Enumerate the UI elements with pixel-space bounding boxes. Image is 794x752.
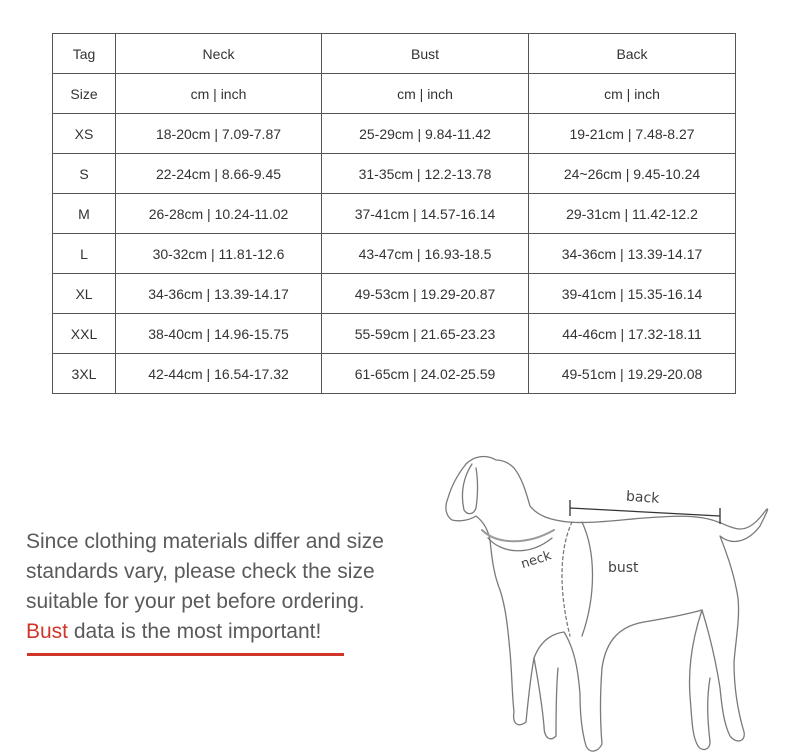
dog-ear-icon xyxy=(462,464,477,514)
table-cell: 25-29cm | 9.84-11.42 xyxy=(322,114,529,154)
table-cell: 18-20cm | 7.09-7.87 xyxy=(116,114,322,154)
notice-line-4 xyxy=(26,617,426,647)
table-cell: 34-36cm | 13.39-14.17 xyxy=(529,234,736,274)
table-cell: XXL xyxy=(53,314,116,354)
dog-outline-icon xyxy=(446,457,768,752)
bust-measure-back-icon xyxy=(582,522,593,636)
table-cell: 29-31cm | 11.42-12.2 xyxy=(529,194,736,234)
table-header-row xyxy=(53,34,736,74)
table-cell: 39-41cm | 15.35-16.14 xyxy=(529,274,736,314)
table-row xyxy=(53,234,736,274)
table-cell: 38-40cm | 14.96-15.75 xyxy=(116,314,322,354)
table-cell: cm | inch xyxy=(116,74,322,114)
table-cell: 26-28cm | 10.24-11.02 xyxy=(116,194,322,234)
notice-line-2: standards vary, please check the size xyxy=(26,560,375,583)
table-units-row xyxy=(53,74,736,114)
table-cell: 34-36cm | 13.39-14.17 xyxy=(116,274,322,314)
table-cell: Size xyxy=(53,74,116,114)
table-row xyxy=(53,274,736,314)
bust-label: bust xyxy=(608,560,639,576)
table-cell: S xyxy=(53,154,116,194)
back-label: back xyxy=(625,488,660,507)
notice-line-3: suitable for your pet before ordering. xyxy=(26,590,365,613)
table-cell: Neck xyxy=(116,34,322,74)
bust-measure-line-icon xyxy=(562,522,572,636)
table-row xyxy=(53,314,736,354)
table-cell: 22-24cm | 8.66-9.45 xyxy=(116,154,322,194)
back-measure-line-icon xyxy=(570,508,720,516)
neck-label: neck xyxy=(519,548,554,573)
table-cell: 19-21cm | 7.48-8.27 xyxy=(529,114,736,154)
red-underline xyxy=(27,653,344,656)
table-cell: Bust xyxy=(322,34,529,74)
table-cell: Back xyxy=(529,34,736,74)
table-cell: L xyxy=(53,234,116,274)
table-row xyxy=(53,114,736,154)
table-cell: 44-46cm | 17.32-18.11 xyxy=(529,314,736,354)
table-row xyxy=(53,154,736,194)
table-cell: XL xyxy=(53,274,116,314)
size-chart-table xyxy=(52,33,736,394)
dog-hind-leg-icon xyxy=(690,610,711,749)
dog-measurement-diagram xyxy=(430,440,794,752)
dog-front-leg-icon xyxy=(534,658,558,739)
bust-highlight: Bust xyxy=(26,620,69,643)
table-cell: XS xyxy=(53,114,116,154)
table-cell: 30-32cm | 11.81-12.6 xyxy=(116,234,322,274)
table-cell: 43-47cm | 16.93-18.5 xyxy=(322,234,529,274)
table-cell: 24~26cm | 9.45-10.24 xyxy=(529,154,736,194)
size-notice xyxy=(26,527,426,647)
table-cell: 61-65cm | 24.02-25.59 xyxy=(322,354,529,394)
table-cell: Tag xyxy=(53,34,116,74)
collar-line-icon xyxy=(482,530,554,541)
notice-line-1: Since clothing materials differ and size xyxy=(26,530,384,553)
table-cell: 3XL xyxy=(53,354,116,394)
table-row xyxy=(53,194,736,234)
table-cell: 31-35cm | 12.2-13.78 xyxy=(322,154,529,194)
table-cell: M xyxy=(53,194,116,234)
table-row xyxy=(53,354,736,394)
table-cell: 42-44cm | 16.54-17.32 xyxy=(116,354,322,394)
table-cell: 37-41cm | 14.57-16.14 xyxy=(322,194,529,234)
table-cell: 49-51cm | 19.29-20.08 xyxy=(529,354,736,394)
table-cell: cm | inch xyxy=(529,74,736,114)
table-cell: cm | inch xyxy=(322,74,529,114)
notice-line-4-rest: data is the most important! xyxy=(68,620,322,643)
table-cell: 55-59cm | 21.65-23.23 xyxy=(322,314,529,354)
table-cell: 49-53cm | 19.29-20.87 xyxy=(322,274,529,314)
